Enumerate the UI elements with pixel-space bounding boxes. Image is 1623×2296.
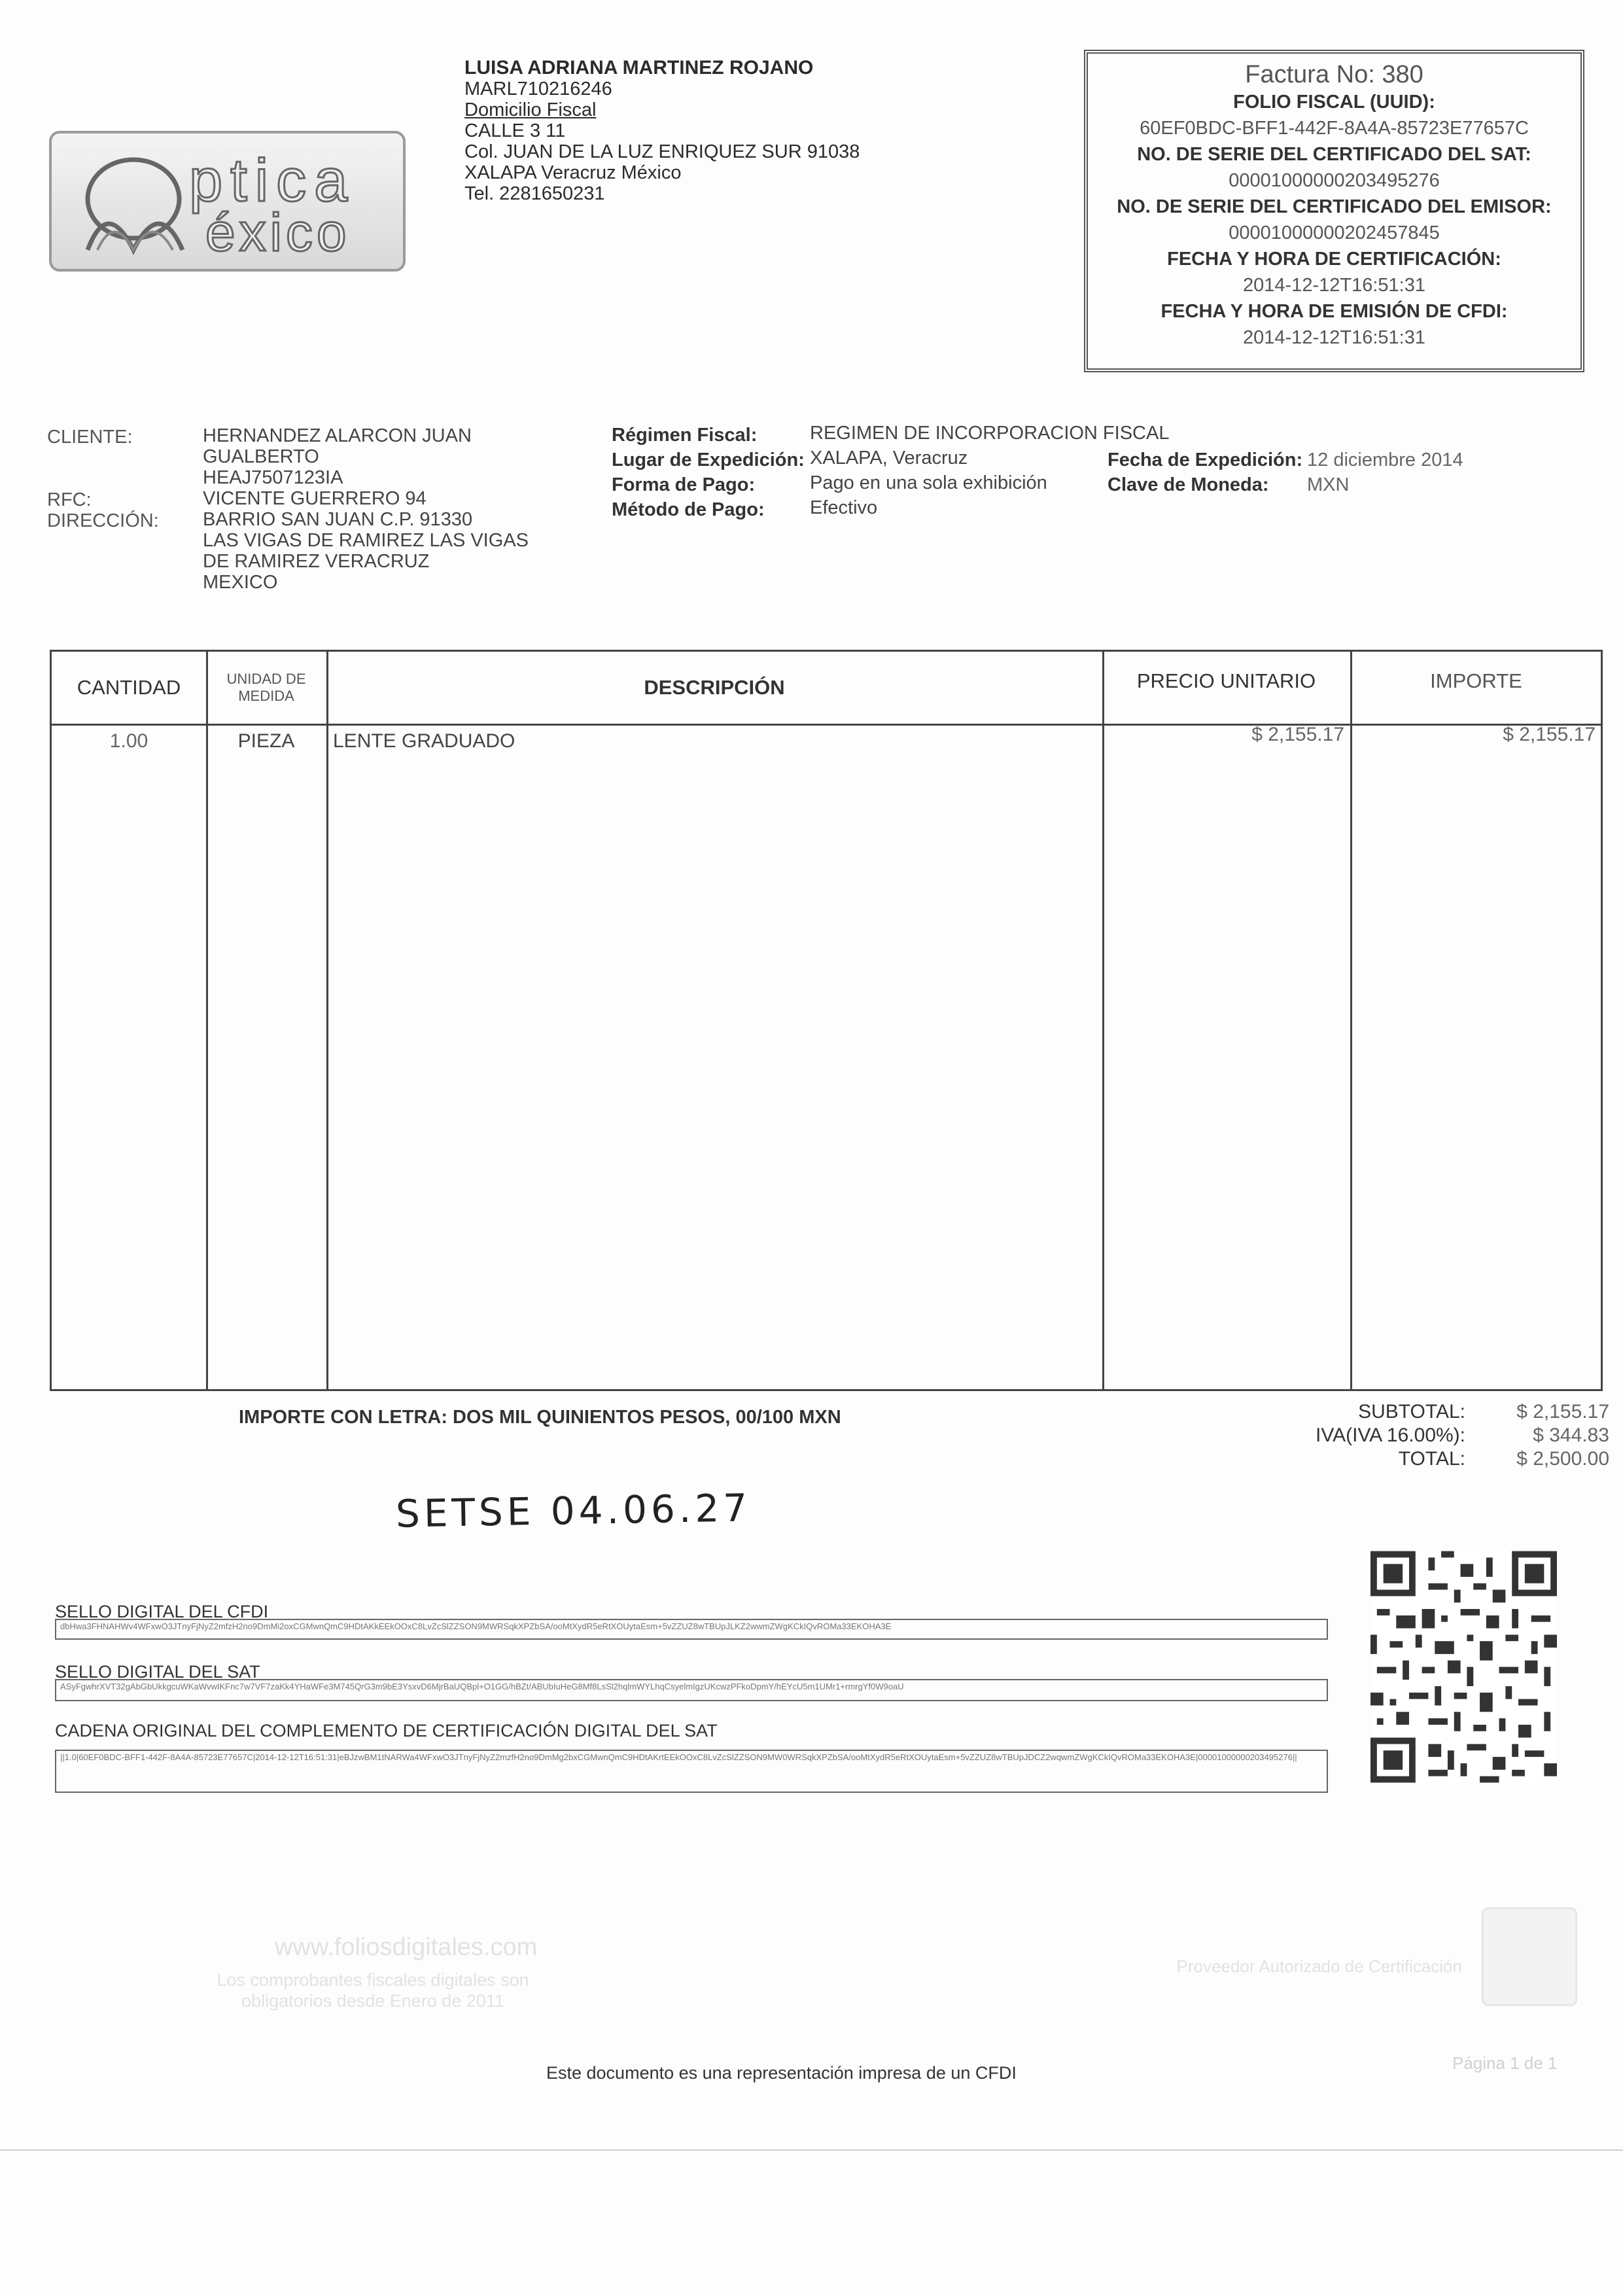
date-labels	[1108, 448, 1302, 497]
moneda-value: MXN	[1307, 474, 1350, 495]
folio-label: FOLIO FISCAL (UUID):	[1233, 92, 1435, 113]
client-labels	[47, 427, 159, 531]
company-logo	[49, 131, 406, 272]
client-label: CLIENTE:	[47, 427, 133, 448]
fecha-label: Fecha de Expedición:	[1108, 450, 1303, 470]
handwritten-note: SETSE 04.06.27	[395, 1485, 752, 1536]
issue-date-value: 2014-12-12T16:51:31	[1243, 327, 1425, 348]
issuer-block	[464, 58, 860, 204]
qr-code	[1370, 1551, 1557, 1783]
header-unidad	[206, 652, 326, 724]
sello-cfdi-label: SELLO DIGITAL DEL CFDI	[55, 1602, 269, 1621]
client-address-2: BARRIO SAN JUAN C.P. 91330	[203, 509, 473, 530]
page-number: Página 1 de 1	[1452, 2053, 1558, 2073]
client-rfc: HEAJ7507123IA	[203, 467, 343, 488]
issuer-colonia: Col. JUAN DE LA LUZ ENRIQUEZ SUR 91038	[464, 141, 860, 162]
subtotal-value: $ 2,155.17	[1516, 1401, 1609, 1422]
header-unidad-line2: MEDIDA	[238, 688, 294, 704]
fiscal-labels	[612, 423, 805, 522]
row-importe: $ 2,155.17	[1503, 724, 1596, 745]
scan-edge	[0, 2149, 1623, 2151]
sat-serial-label: NO. DE SERIE DEL CERTIFICADO DEL SAT:	[1137, 144, 1531, 165]
rfc-label: RFC:	[47, 489, 92, 510]
total-value: $ 2,500.00	[1516, 1448, 1609, 1470]
issuer-street: CALLE 3 11	[464, 120, 566, 141]
sello-sat-label: SELLO DIGITAL DEL SAT	[55, 1662, 260, 1682]
row-precio: $ 2,155.17	[1251, 724, 1344, 745]
lugar-value: XALAPA, Veracruz	[810, 448, 968, 468]
sat-serial-value: 00001000000203495276	[1229, 170, 1440, 191]
invoice-number: Factura No: 380	[1245, 61, 1423, 88]
issuer-city: XALAPA Veracruz México	[464, 162, 682, 183]
client-address-4: DE RAMIREZ VERACRUZ	[203, 551, 430, 572]
client-address-3: LAS VIGAS DE RAMIREZ LAS VIGAS	[203, 530, 529, 551]
metodo-label: Método de Pago:	[612, 499, 765, 520]
moneda-label: Clave de Moneda:	[1108, 474, 1269, 495]
footer-web-note: Los comprobantes fiscales digitales son obligatorios desde Enero de 2011	[217, 1970, 529, 2011]
header-importe: IMPORTE	[1430, 669, 1522, 692]
client-address-1: VICENTE GUERRERO 94	[203, 488, 427, 509]
fecha-value: 12 diciembre 2014	[1307, 450, 1463, 470]
header-descripcion: DESCRIPCIÓN	[644, 676, 785, 699]
header-unidad-line1: UNIDAD DE	[226, 671, 306, 687]
logo-text-line2: éxico	[205, 203, 351, 262]
lugar-label: Lugar de Expedición:	[612, 450, 805, 470]
iva-label: IVA(IVA 16.00%):	[1316, 1424, 1465, 1446]
forma-value: Pago en una sola exhibición	[810, 472, 1047, 493]
folio-value: 60EF0BDC-BFF1-442F-8A4A-85723E77657C	[1140, 118, 1529, 139]
metodo-value: Efectivo	[810, 497, 878, 518]
sello-cfdi-box: dbHwa3FHNAHWv4WFxwO3JTnyFjNyZ2mfzH2no9DmMi2oxCGMwnQmC9HDtAKkEEkOOxC8LvZcSlZZSON9MWRSqkXPZbSA/ooMtXydR5eRtXOUytaEsm+5vZZUZ8wTBUpJLKZ2wwmZWgKCkIQvROMa33EKOHA3E	[55, 1619, 1328, 1640]
regimen-label: Régimen Fiscal:	[612, 425, 758, 446]
cadena-box: ||1.0|60EF0BDC-BFF1-442F-8A4A-85723E77657C|2014-12-12T16:51:31|eBJzwBM1tNARWa4WFxwO3JTnyFjNyZ2mzfH2no9DmMg2bxCGMwnQmC9HDtAKrtEEkOOxC8LvZcSlZZSON9MW0WRSqkXPZbSA/ooMtXydR5eRtXOUytaEsm+5vZZUZ8wTBUpJDCZ2wqwmZWgKCkIQvROMa33EKOHA3E|00001000000203495276||	[55, 1750, 1328, 1793]
client-address-5: MEXICO	[203, 572, 278, 593]
row-descripcion: LENTE GRADUADO	[333, 730, 515, 752]
totals-labels	[1243, 1400, 1465, 1471]
footer-web: www.foliosdigitales.com	[275, 1934, 538, 1961]
header-precio: PRECIO UNITARIO	[1136, 669, 1316, 692]
issuer-domicilio-label: Domicilio Fiscal	[464, 99, 597, 120]
regimen-value: REGIMEN DE INCORPORACION FISCAL	[810, 423, 1170, 444]
date-values	[1307, 448, 1463, 497]
row-unidad: PIEZA	[237, 730, 295, 752]
forma-label: Forma de Pago:	[612, 474, 756, 495]
issuer-serial-label: NO. DE SERIE DEL CERTIFICADO DEL EMISOR:	[1117, 196, 1552, 217]
address-label: DIRECCIÓN:	[47, 510, 159, 531]
client-values	[203, 425, 529, 593]
pac-seal-icon	[1482, 1907, 1577, 2006]
amount-in-words: IMPORTE CON LETRA: DOS MIL QUINIENTOS PESOS, 00/100 MXN	[239, 1407, 841, 1428]
header-cantidad: CANTIDAD	[77, 676, 181, 699]
logo-mark	[78, 152, 189, 256]
issuer-tel: Tel. 2281650231	[464, 183, 605, 204]
issuer-rfc: MARL710216246	[464, 79, 612, 99]
cert-date-value: 2014-12-12T16:51:31	[1243, 275, 1425, 296]
items-table	[50, 650, 1603, 1391]
issue-date-label: FECHA Y HORA DE EMISIÓN DE CFDI:	[1161, 301, 1508, 322]
subtotal-label: SUBTOTAL:	[1358, 1401, 1465, 1422]
cadena-label: CADENA ORIGINAL DEL COMPLEMENTO DE CERTIFICACIÓN DIGITAL DEL SAT	[55, 1721, 718, 1740]
sello-sat-box: ASyFgwhrXVT32gAbGbUkkgcuWKaWvwIKFnc7w7VF7zaKk4YHaWFe3M745QrG3m9bE3YsxvD6MjrBaUQBpl+O1GG/hBZt/ABUbIuHeG8Mf8LsSl2hqlmWYLhqCsyelmIgzUKcwzPFkoDpmY/hEYcU5m1UMr1+rmrgYf0W9oaU	[55, 1679, 1328, 1701]
row-cantidad: 1.00	[109, 730, 148, 752]
totals-values	[1478, 1400, 1609, 1471]
issuer-serial-value: 00001000000202457845	[1229, 222, 1440, 243]
client-name-1: HERNANDEZ ALARCON JUAN	[203, 425, 472, 446]
logo-text-line1: ptica	[189, 147, 356, 214]
total-label: TOTAL:	[1398, 1448, 1465, 1470]
invoice-info-box	[1084, 50, 1584, 372]
cert-date-label: FECHA Y HORA DE CERTIFICACIÓN:	[1167, 249, 1501, 270]
issuer-name: LUISA ADRIANA MARTINEZ ROJANO	[464, 57, 814, 79]
footer-representation: Este documento es una representación impresa de un CFDI	[546, 2063, 1017, 2083]
client-name-2: GUALBERTO	[203, 446, 319, 467]
footer-right-note: Proveedor Autorizado de Certificación	[1176, 1956, 1462, 1976]
iva-value: $ 344.83	[1533, 1424, 1609, 1446]
